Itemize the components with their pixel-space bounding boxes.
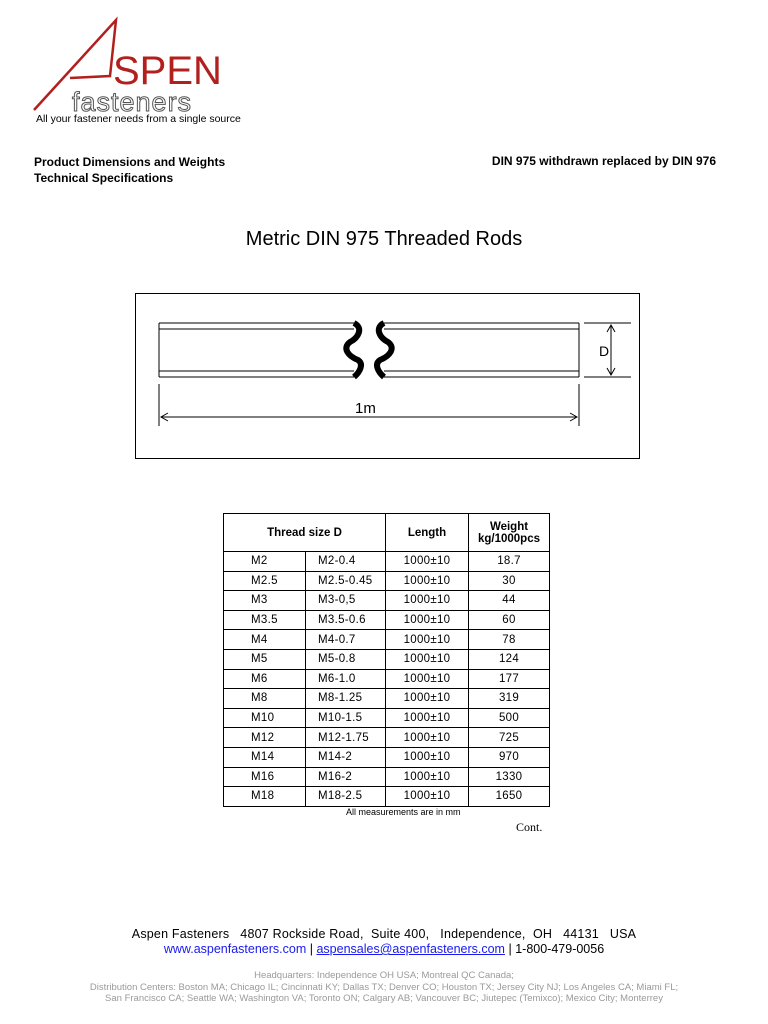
tagline: All your fastener needs from a single source <box>36 113 241 125</box>
size-cell: M16 <box>224 767 306 787</box>
weight-cell: 78 <box>469 630 550 650</box>
size-cell: M10 <box>224 708 306 728</box>
header-weight: Weight kg/1000pcs <box>469 514 550 552</box>
distribution-line-1: Distribution Centers: Boston MA; Chicago IL; Cincinnati KY; Dallas TX; Denver CO; Houston TX; Jersey City NJ; Los Angeles CA; Miami FL; <box>89 981 679 993</box>
size-cell: M2 <box>224 552 306 572</box>
rod-break-right <box>377 323 392 377</box>
weight-cell: 1650 <box>469 787 550 807</box>
weight-cell: 44 <box>469 591 550 611</box>
rod-break-left <box>346 323 361 377</box>
length-cell: 1000±10 <box>386 571 469 591</box>
pitch-cell: M4-0.7 <box>306 630 386 650</box>
header-left-line2: Technical Specifications <box>34 171 174 185</box>
rod-drawing-svg <box>136 294 639 458</box>
rod-drawing <box>135 293 640 459</box>
length-cell: 1000±10 <box>386 708 469 728</box>
separator: | <box>309 942 317 956</box>
weight-cell: 177 <box>469 669 550 689</box>
table-row <box>224 591 550 611</box>
size-cell: M8 <box>224 689 306 709</box>
rod-left-segment <box>159 323 354 377</box>
weight-cell: 124 <box>469 649 550 669</box>
pitch-cell: M14-2 <box>306 747 386 767</box>
weight-cell: 970 <box>469 747 550 767</box>
phone-number: 1-800-479-0056 <box>515 942 605 956</box>
pitch-cell: M3-0,5 <box>306 591 386 611</box>
footer-locations <box>0 970 768 1005</box>
size-cell: M4 <box>224 630 306 650</box>
size-cell: M18 <box>224 787 306 807</box>
size-cell: M2.5 <box>224 571 306 591</box>
pitch-cell: M2.5-0.45 <box>306 571 386 591</box>
logo-subword: fasteners <box>72 87 193 114</box>
pitch-cell: M16-2 <box>306 767 386 787</box>
measurement-note: All measurements are in mm <box>346 807 461 817</box>
page-title: Metric DIN 975 Threaded Rods <box>245 228 523 250</box>
size-cell: M3.5 <box>224 610 306 630</box>
logo-mark <box>30 14 260 114</box>
size-cell: M6 <box>224 669 306 689</box>
table-row <box>224 787 550 807</box>
table-body <box>224 552 550 807</box>
length-cell: 1000±10 <box>386 591 469 611</box>
length-cell: 1000±10 <box>386 649 469 669</box>
length-cell: 1000±10 <box>386 728 469 748</box>
header-right: DIN 975 withdrawn replaced by DIN 976 <box>491 154 716 168</box>
length-cell: 1000±10 <box>386 767 469 787</box>
pitch-cell: M6-1.0 <box>306 669 386 689</box>
size-cell: M5 <box>224 649 306 669</box>
table-row <box>224 630 550 650</box>
table-row <box>224 767 550 787</box>
size-cell: M14 <box>224 747 306 767</box>
header-length: Length <box>386 514 469 552</box>
table-row <box>224 747 550 767</box>
email-link[interactable]: aspensales@aspenfasteners.com <box>316 942 505 956</box>
aspen-logo <box>30 14 260 114</box>
logo-word: SPEN <box>113 49 222 93</box>
header-thread-size: Thread size D <box>224 514 386 552</box>
footer-address: Aspen Fasteners 4807 Rockside Road, Suite 400, Independence, OH 44131 USA <box>131 927 637 941</box>
weight-cell: 725 <box>469 728 550 748</box>
pitch-cell: M3.5-0.6 <box>306 610 386 630</box>
length-label: 1m <box>355 400 376 417</box>
table-header-row <box>224 514 550 552</box>
pitch-cell: M2-0.4 <box>306 552 386 572</box>
distribution-line-2: San Francisco CA; Seattle WA; Washington VA; Toronto ON; Calgary AB; Vancouver BC; Jiutepec (Temixco); Mexico City; Monterrey <box>105 993 663 1004</box>
weight-cell: 30 <box>469 571 550 591</box>
length-cell: 1000±10 <box>386 689 469 709</box>
pitch-cell: M8-1.25 <box>306 689 386 709</box>
length-cell: 1000±10 <box>386 552 469 572</box>
length-cell: 1000±10 <box>386 669 469 689</box>
table-row <box>224 610 550 630</box>
spec-table <box>223 513 550 807</box>
website-link[interactable]: www.aspenfasteners.com <box>163 942 307 956</box>
table-row <box>224 708 550 728</box>
pitch-cell: M12-1.75 <box>306 728 386 748</box>
weight-cell: 500 <box>469 708 550 728</box>
table-row <box>224 728 550 748</box>
weight-cell: 1330 <box>469 767 550 787</box>
length-cell: 1000±10 <box>386 610 469 630</box>
table-row <box>224 669 550 689</box>
diameter-label: D <box>599 343 610 359</box>
length-cell: 1000±10 <box>386 630 469 650</box>
length-cell: 1000±10 <box>386 747 469 767</box>
weight-cell: 319 <box>469 689 550 709</box>
pitch-cell: M18-2.5 <box>306 787 386 807</box>
weight-cell: 18.7 <box>469 552 550 572</box>
footer-contact <box>0 942 768 956</box>
table-row <box>224 689 550 709</box>
header-left-line1: Product Dimensions and Weights <box>34 155 226 169</box>
length-cell: 1000±10 <box>386 787 469 807</box>
size-cell: M12 <box>224 728 306 748</box>
pitch-cell: M10-1.5 <box>306 708 386 728</box>
table-row <box>224 552 550 572</box>
header-left <box>34 154 225 186</box>
separator: | <box>508 942 516 956</box>
weight-cell: 60 <box>469 610 550 630</box>
table-row <box>224 571 550 591</box>
continued-label: Cont. <box>516 820 543 834</box>
rod-right-segment <box>384 323 579 377</box>
headquarters-line: Headquarters: Independence OH USA; Montreal QC Canada; <box>254 970 514 981</box>
pitch-cell: M5-0.8 <box>306 649 386 669</box>
size-cell: M3 <box>224 591 306 611</box>
table-row <box>224 649 550 669</box>
